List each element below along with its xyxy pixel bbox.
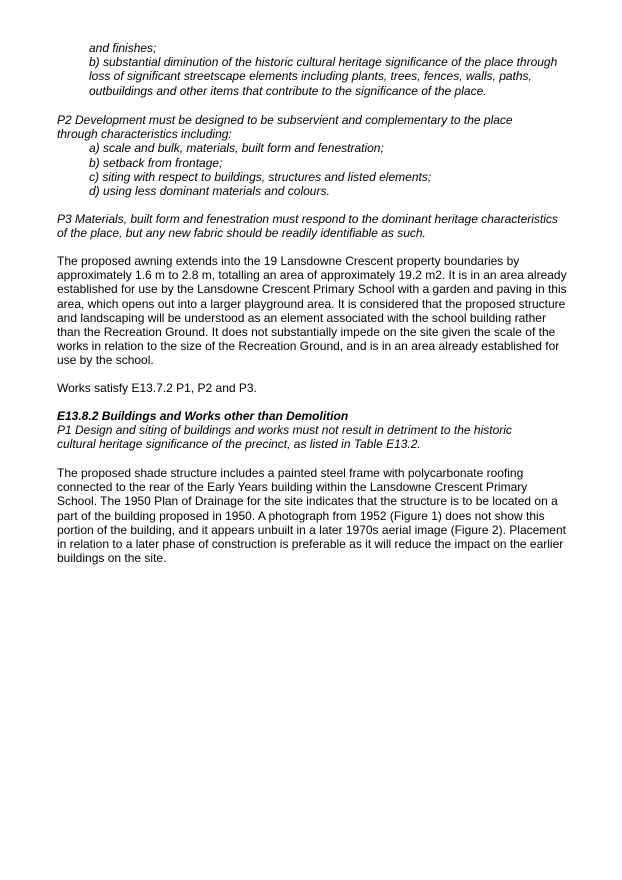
p2-item-list	[57, 141, 569, 198]
section-e13-8-2	[57, 409, 569, 452]
section-p1-text: P1 Design and siting of buildings and works must not result in detriment to the historic cultural heritage significance of the precinct, as listed in Table E13.2.	[57, 423, 512, 452]
section-heading: E13.8.2 Buildings and Works other than Demolition	[57, 409, 349, 423]
list-item: b) setback from frontage;	[89, 155, 223, 170]
assessment-paragraph-1	[57, 254, 569, 368]
p3-criterion	[57, 212, 569, 240]
assessment-2-text: The proposed shade structure includes a painted steel frame with polycarbonate roofing connected to the rear of the Early Years building within the Lansdowne Crescent Primary School. The 1950 Plan of Drainage for the site indicates that the structure is to be located on a part of the building proposed in 1950. A photograph from 1952 (Figure 1) does not show this portion of the building, and it appears unbuilt in a later 1970s aerial image (Figure 2). Placement in relation to a later phase of construction is preferable as it will reduce the impact on the earlier buildings on the site.	[57, 466, 566, 566]
p3-text: P3 Materials, built form and fenestration must respond to the dominant heritage characteristics of the place, but any new fabric should be readily identifiable as such.	[57, 212, 558, 241]
assessment-1-text: The proposed awning extends into the 19 Lansdowne Crescent property boundaries by approximately 1.6 m to 2.8 m, totalling an area of approximately 19.2 m2. It is in an area already established for use by the Lansdowne Crescent Primary School with a garden and paving in this area, which opens out into a larger playground area. It is considered that the proposed structure and landscaping will be understood as an element associated with the school building rather than the Recreation Ground. It does not substantially impede on the site given the scale of the works in relation to the size of the Recreation Ground, and is in an area already established for use by the school.	[57, 254, 567, 368]
list-item: d) using less dominant materials and colours.	[89, 184, 330, 199]
conclusion-paragraph-1	[57, 381, 569, 395]
list-item: b) substantial diminution of the historic cultural heritage significance of the place through loss of significant streetscape elements including plants, trees, fences, walls, paths, outbuildings and other items that contribute to the significance of the place.	[89, 55, 558, 98]
conclusion-1-text: Works satisfy E13.7.2 P1, P2 and P3.	[57, 381, 257, 395]
assessment-paragraph-2	[57, 466, 569, 565]
list-item: c) siting with respect to buildings, structures and listed elements;	[89, 169, 432, 184]
p2-intro: P2 Development must be designed to be subservient and complementary to the place through characteristics including:	[57, 113, 513, 142]
p2-criterion	[57, 113, 569, 198]
top-item-list	[57, 41, 601, 98]
list-item: a) scale and bulk, materials, built form and fenestration;	[89, 141, 384, 156]
list-item: and finishes;	[89, 41, 157, 55]
